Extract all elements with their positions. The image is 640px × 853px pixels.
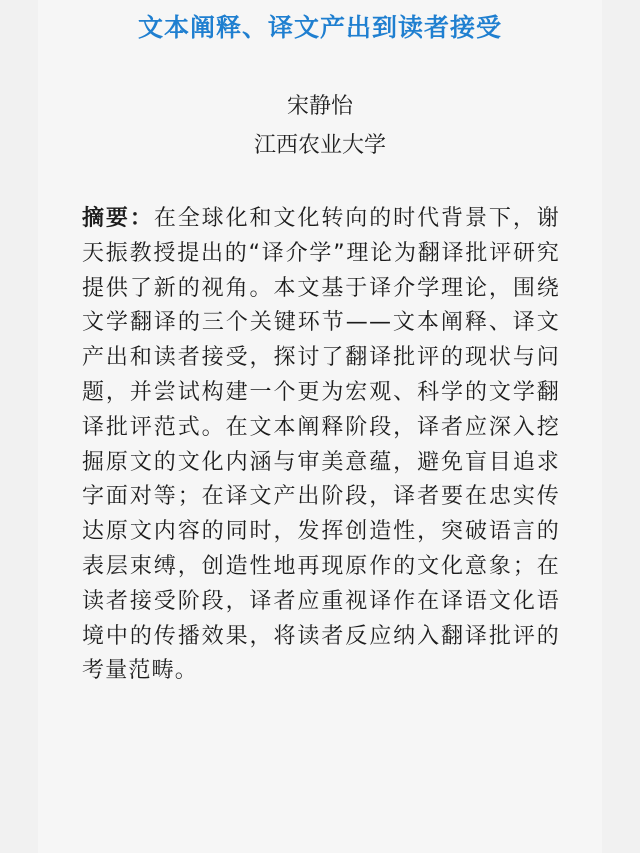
author-affiliation: 江西农业大学 xyxy=(253,133,386,158)
abstract-label: 摘要： xyxy=(82,206,154,231)
abstract-paragraph xyxy=(82,202,560,689)
document-title: 文本阐释、译文产出到读者接受 xyxy=(137,13,502,42)
author-name: 宋静怡 xyxy=(286,94,353,119)
abstract-text: 在全球化和文化转向的时代背景下，谢天振教授提出的“译介学”理论为翻译批评研究提供了新的视角。本文基于译介学理论，围绕文学翻译的三个关键环节——文本阐释、译文产出和读者接受，探讨了翻译批评的现状与问题，并尝试构建一个更为宏观、科学的文学翻译批评范式。在文本阐释阶段，译者应深入挖掘原文的文化内涵与审美意蕴，避免盲目追求字面对等；在译文产出阶段，译者要在忠实传达原文内容的同时，发挥创造性，突破语言的表层束缚，创造性地再现原作的文化意象；在读者接受阶段，译者应重视译作在译语文化语境中的传播效果，将读者反应纳入翻译批评的考量范畴。 xyxy=(82,206,560,684)
